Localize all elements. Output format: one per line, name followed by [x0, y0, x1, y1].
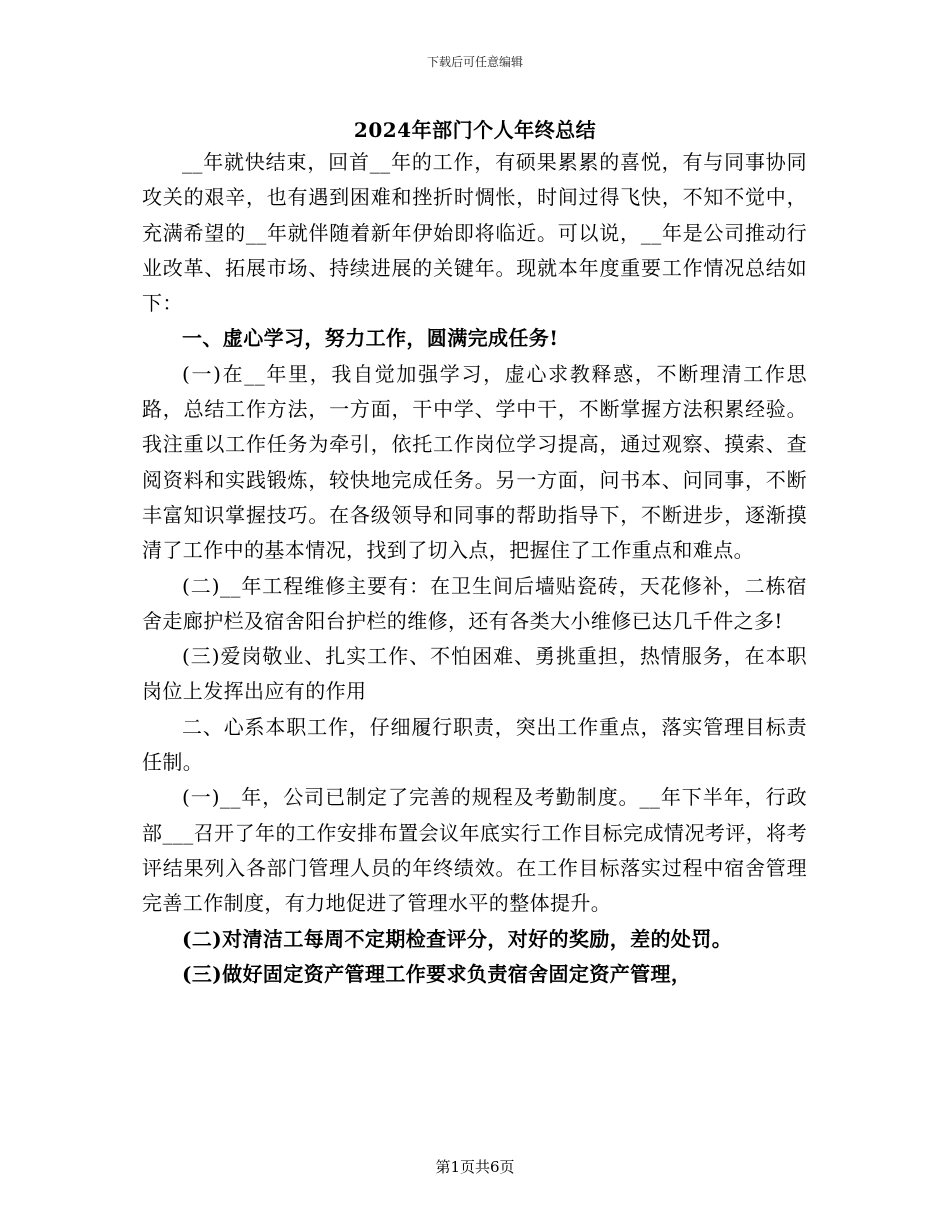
paragraph-2-3: (三)做好固定资产管理工作要求负责宿舍固定资产管理，: [182, 961, 692, 986]
section-heading-2: 二、心系本职工作，仔细履行职责，突出工作重点，落实管理目标责任制。: [142, 714, 807, 775]
page-number: 第1页共6页: [435, 1158, 515, 1176]
paragraph-1-3: (三)爱岗敬业、扎实工作、不怕困难、勇挑重担，热情服务，在本职岗位上发挥出应有的作用: [142, 644, 807, 704]
document-title: 2024年部门个人年终总结: [353, 118, 597, 142]
paragraph-intro: __年就快结束，回首__年的工作，有硕果累累的喜悦，有与同事协同攻关的艰辛，也有遇到困难和挫折时惆怅，时间过得飞快，不知不觉中，充满希望的__年就伴随着新年伊始即将临近。可以说，__年是公司推动行业改革、拓展市场、持续进展的关键年。现就本年度重要工作情况总结如下：: [142, 150, 807, 316]
header-note: 下载后可任意编辑: [426, 55, 523, 69]
paragraph-1-1: (一)在__年里，我自觉加强学习，虚心求教释惑，不断理清工作思路，总结工作方法，一方面，干中学、学中干，不断掌握方法积累经验。我注重以工作任务为牵引，依托工作岗位学习提高，通过观察、摸索、查阅资料和实践锻炼，较快地完成任务。另一方面，问书本、问同事，不断丰富知识掌握技巧。在各级领导和同事的帮助指导下，不断进步，逐渐摸清了工作中的基本情况，找到了切入点，把握住了工作重点和难点。: [142, 361, 807, 563]
paragraph-2-1: (一)__年，公司已制定了完善的规程及考勤制度。__年下半年，行政部___召开了年的工作安排布置会议年底实行工作目标完成情况考评，将考评结果列入各部门管理人员的年终绩效。在工作目标落实过程中宿舍管理完善工作制度，有力地促进了管理水平的整体提升。: [142, 785, 807, 916]
paragraph-1-2: (二)__年工程维修主要有：在卫生间后墙贴瓷砖，天花修补，二栋宿舍走廊护栏及宿舍阳台护栏的维修，还有各类大小维修已达几千件之多!: [142, 573, 807, 633]
section-heading-1: 一、虚心学习，努力工作，圆满完成任务!: [182, 326, 559, 351]
paragraph-2-2: (二)对清洁工每周不定期检查评分，对好的奖励，差的处罚。: [182, 926, 733, 951]
document-body: [142, 145, 807, 992]
